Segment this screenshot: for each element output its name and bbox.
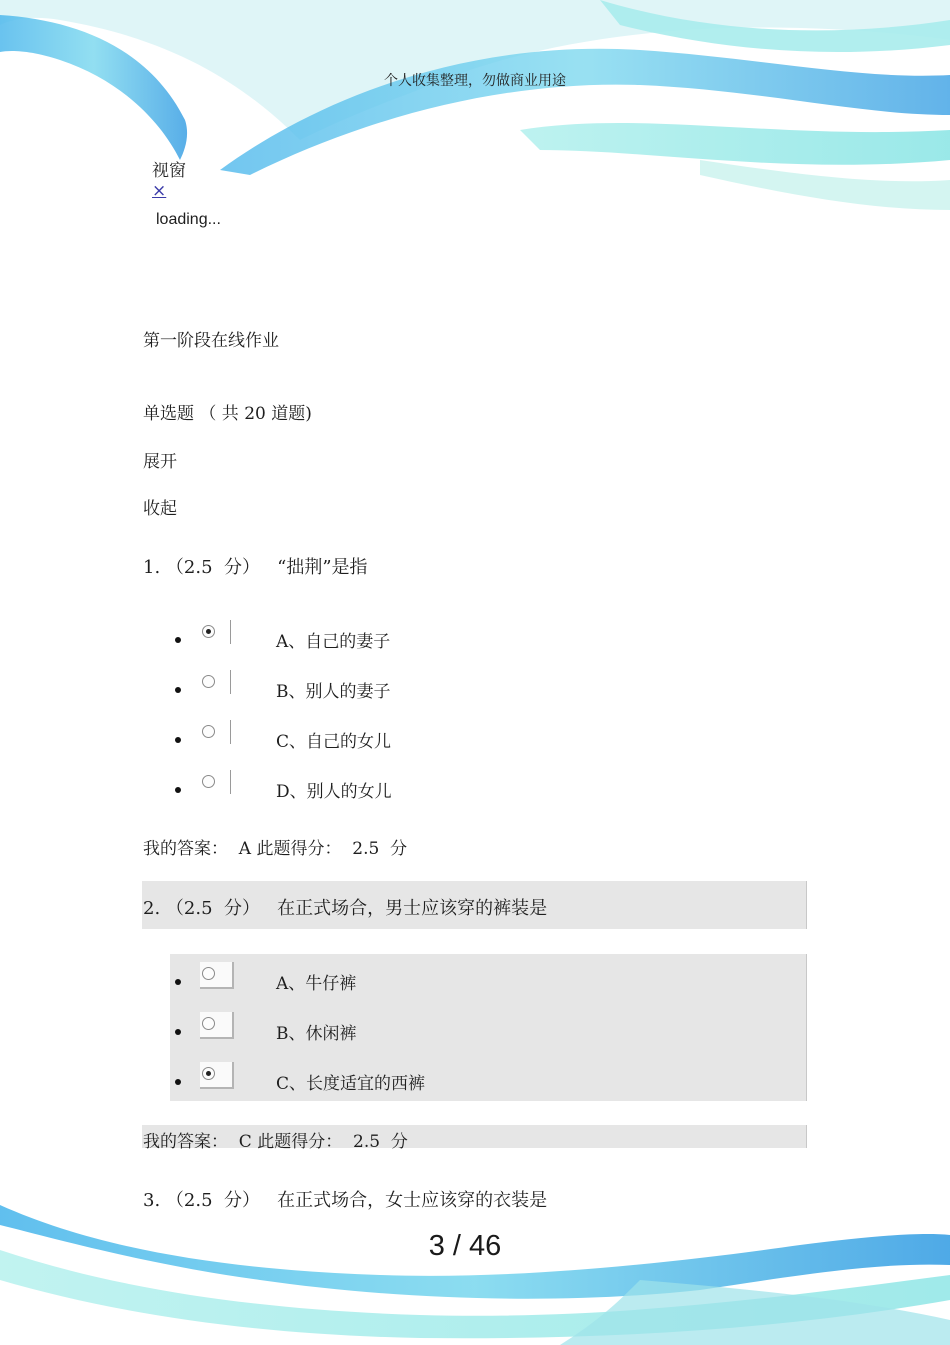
radio-button-selected[interactable] (202, 625, 215, 638)
option-label: B、别人的妻子 (276, 682, 391, 702)
question-2-option-c[interactable] (172, 1062, 772, 1092)
option-label: C、自己的女儿 (276, 732, 392, 752)
option-label: D、别人的女儿 (276, 782, 392, 802)
assignment-title: 第一阶段在线作业 (143, 331, 279, 351)
page-number: 3 / 46 (428, 1230, 502, 1262)
radio-button[interactable] (202, 967, 215, 980)
bullet-icon (175, 1079, 181, 1085)
radio-button[interactable] (202, 725, 215, 738)
question-1-option-b[interactable] (172, 670, 772, 700)
question-2-answer: 我的答案： C 此题得分： 2.5 分 (143, 1132, 408, 1152)
question-2-option-a[interactable] (172, 962, 772, 992)
close-icon[interactable]: × (152, 181, 167, 201)
radio-button[interactable] (202, 1017, 215, 1030)
question-1-title: 1. （2.5 分） “拙荆”是指 (143, 557, 368, 578)
bullet-icon (175, 1029, 181, 1035)
question-1-answer: 我的答案： A 此题得分： 2.5 分 (143, 839, 408, 859)
radio-button-selected[interactable] (202, 1067, 215, 1080)
option-label: A、牛仔裤 (276, 974, 357, 994)
section-heading: 单选题 （ 共 20 道题) (143, 404, 312, 424)
bullet-icon (175, 737, 181, 743)
loading-text: loading... (156, 211, 221, 228)
collapse-link[interactable]: 收起 (143, 499, 177, 519)
radio-button[interactable] (202, 675, 215, 688)
divider (230, 670, 231, 694)
divider (230, 770, 231, 794)
question-1-option-c[interactable] (172, 720, 772, 750)
bullet-icon (175, 979, 181, 985)
option-label: A、自己的妻子 (276, 632, 391, 652)
divider (230, 620, 231, 644)
expand-link[interactable]: 展开 (143, 452, 177, 472)
divider (230, 720, 231, 744)
question-3-title: 3. （2.5 分） 在正式场合，女士应该穿的衣装是 (143, 1190, 548, 1211)
bullet-icon (175, 637, 181, 643)
radio-button[interactable] (202, 775, 215, 788)
question-2-option-b[interactable] (172, 1012, 772, 1042)
question-2-title: 2. （2.5 分） 在正式场合，男士应该穿的裤装是 (143, 898, 548, 919)
bullet-icon (175, 687, 181, 693)
option-label: B、休闲裤 (276, 1024, 357, 1044)
window-label: 视窗 (152, 161, 186, 181)
question-1-option-d[interactable] (172, 770, 772, 800)
question-1-option-a[interactable] (172, 620, 772, 650)
option-label: C、长度适宜的西裤 (276, 1074, 426, 1094)
bullet-icon (175, 787, 181, 793)
header-note: 个人收集整理，勿做商业用途 (384, 73, 566, 89)
